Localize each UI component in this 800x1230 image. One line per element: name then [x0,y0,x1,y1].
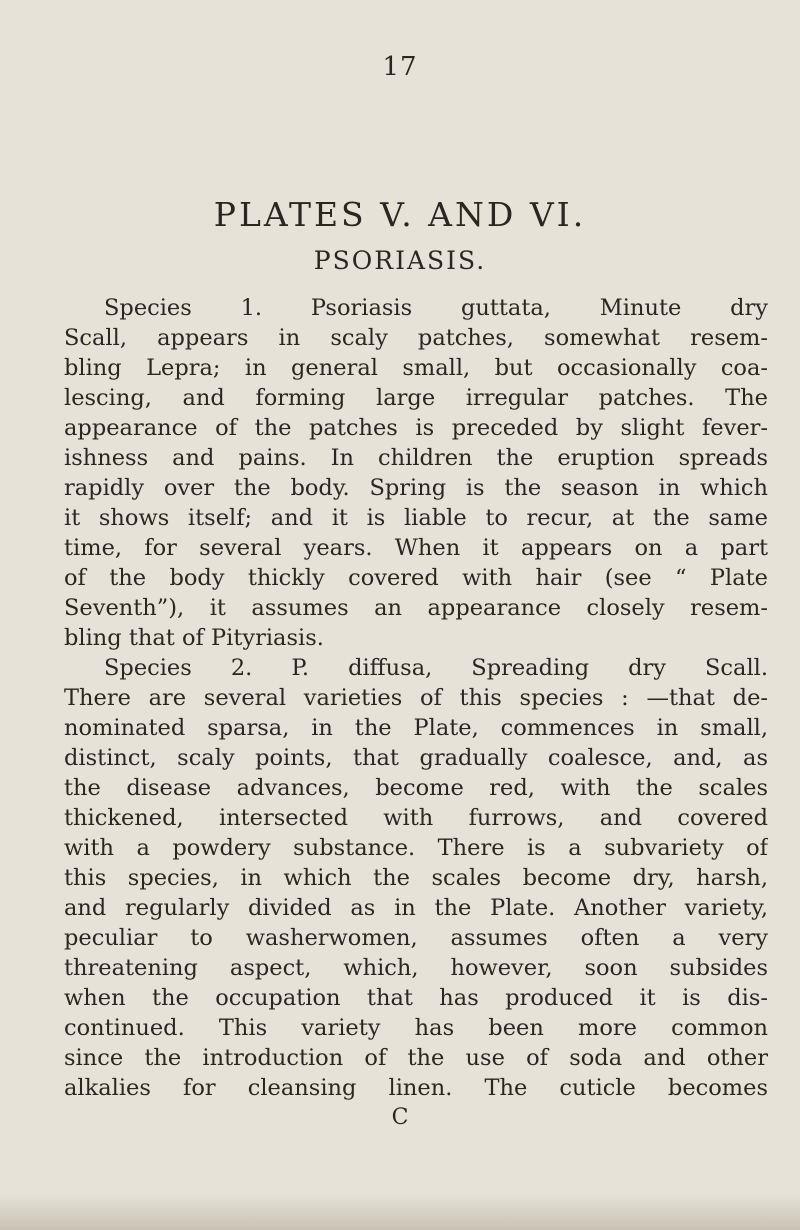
body-text-line: lescing, and forming large irregular patches. The [64,385,768,411]
body-text-line: Scall, appears in scaly patches, somewhat resem- [64,325,768,351]
body-text-line: ishness and pains. In children the eruption spreads [64,445,768,471]
body-text-line: peculiar to washerwomen, assumes often a very [64,925,768,951]
body-text-line: appearance of the patches is preceded by slight fever- [64,415,768,441]
body-text-line: distinct, scaly points, that gradually coalesce, and, as [64,745,768,771]
page-number: 17 [382,52,418,82]
body-text-line: with a powdery substance. There is a subvariety of [64,835,768,861]
body-text-line: this species, in which the scales become dry, harsh, [64,865,768,891]
page-title: PLATES V. AND VI. [213,195,587,234]
body-text-line: alkalies for cleansing linen. The cuticle becomes [64,1075,768,1101]
body-text-line: threatening aspect, which, however, soon subsides [64,955,768,981]
body-text-line: Species 2. P. diffusa, Spreading dry Scall. [104,655,768,681]
body-text-line: the disease advances, become red, with the scales [64,775,768,801]
body-text-line: Seventh”), it assumes an appearance closely resem- [64,595,768,621]
section-heading: PSORIASIS. [313,246,487,275]
page-edge-shadow [0,1194,800,1230]
body-text-line: when the occupation that has produced it is dis- [64,985,768,1011]
body-text-line: rapidly over the body. Spring is the season in which [64,475,768,501]
body-text-line: continued. This variety has been more common [64,1015,768,1041]
signature-mark: C [391,1105,409,1130]
body-text-line: Species 1. Psoriasis guttata, Minute dry [104,295,768,321]
body-text-line: and regularly divided as in the Plate. Another variety, [64,895,768,921]
body-text-line: since the introduction of the use of soda and other [64,1045,768,1071]
body-text-line: thickened, intersected with furrows, and covered [64,805,768,831]
body-text-line: it shows itself; and it is liable to recur, at the same [64,505,768,531]
body-text-line: time, for several years. When it appears on a part [64,535,768,561]
body-text-line: nominated sparsa, in the Plate, commences in small, [64,715,768,741]
body-text-line: of the body thickly covered with hair (see “ Plate [64,565,768,591]
body-text-line: There are several varieties of this species : —that de- [64,685,768,711]
body-text-line: bling Lepra; in general small, but occasionally coa- [64,355,768,381]
body-text-line: bling that of Pityriasis. [64,625,324,651]
